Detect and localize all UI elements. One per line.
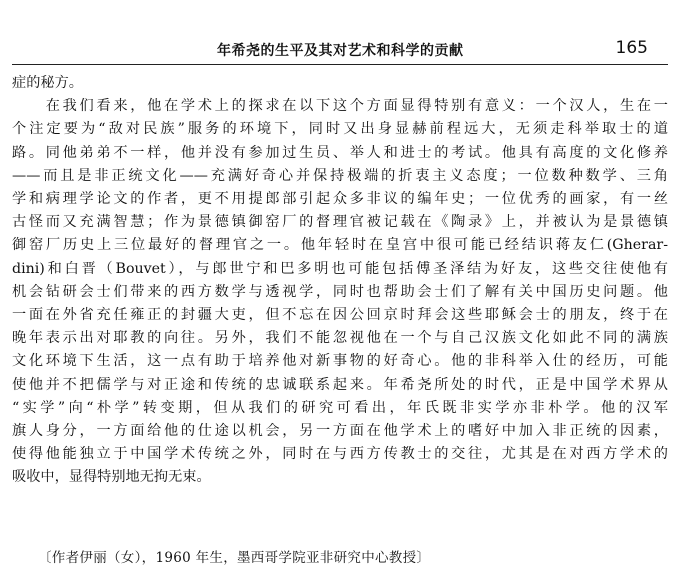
running-title: 年希尧的生平及其对艺术和科学的贡献	[217, 43, 464, 59]
text-line: “实学”向“朴学”转变期，但从我们的研究可看出，年氏既非实学亦非朴学。他的汉军	[12, 399, 668, 416]
text-line: 晚年表示出对耶教的向往。另外，我们不能忽视他在一个与自己汉族文化如此不同的满族	[12, 330, 668, 347]
text-line: 御窑厂历史上三位最好的督理官之一。他年轻时在皇宫中很可能已经结识蒋友仁(Gherar-	[12, 237, 668, 254]
text-line: 旗人身分，一方面给他的仕途以机会，另一方面在他学术上的嗜好中加入非正统的因素，	[12, 423, 668, 440]
text-line: dini)和白晋（Bouvet），与郎世宁和巴多明也可能包括傅圣泽结为好友，这些交往使他有	[12, 260, 668, 277]
text-line: 机会钻研会士们带来的西方数学与透视学，同时也帮助会士们了解有关中国历史问题。他	[12, 283, 668, 300]
running-header	[12, 38, 668, 65]
page-number: 165	[615, 38, 648, 58]
text-line: 在我们看来，他在学术上的探求在以下这个方面显得特别有意义：一个汉人，生在一	[12, 98, 668, 115]
body-text	[12, 72, 668, 490]
text-line: 文化环境下生活，这一点有助于培养他对新事物的好奇心。他的非科举入仕的经历，可能	[12, 353, 668, 370]
text-line: 路。同他弟弟不一样，他并没有参加过生员、举人和进士的考试。他具有高度的文化修养	[12, 144, 668, 161]
text-line: 一面在外省充任雍正的封疆大吏，但不忘在因公回京时拜会这些耶稣会士的朋友，终于在	[12, 307, 668, 324]
author-note: 〔作者伊丽（女），1960 年生，墨西哥学院亚非研究中心教授〕	[38, 550, 431, 566]
text-line: 症的秘方。	[12, 75, 83, 91]
text-line: 使得他能独立于中国学术传统之外，同时在与西方传教士的交往，尤其是在对西方学术的	[12, 446, 668, 463]
text-line: 古怪而又充满智慧；作为景德镇御窑厂的督理官被记载在《陶录》上，并被认为是景德镇	[12, 214, 668, 231]
text-line: 个注定要为“敌对民族”服务的环境下，同时又出身显赫前程远大，无须走科举取士的道	[12, 121, 668, 138]
text-line: 使他并不把儒学与对正途和传统的忠诚联系起来。年希尧所处的时代，正是中国学术界从	[12, 376, 668, 393]
text-line: ——而且是非正统文化——充满好奇心并保持极端的折衷主义态度；一位数种数学、三角	[12, 167, 668, 184]
text-line: 学和病理学论文的作者，更不用提郎部引起众多非议的编年史；一位优秀的画家，有一丝	[12, 191, 668, 208]
text-line: 吸收中，显得特别地无拘无束。	[12, 469, 211, 486]
